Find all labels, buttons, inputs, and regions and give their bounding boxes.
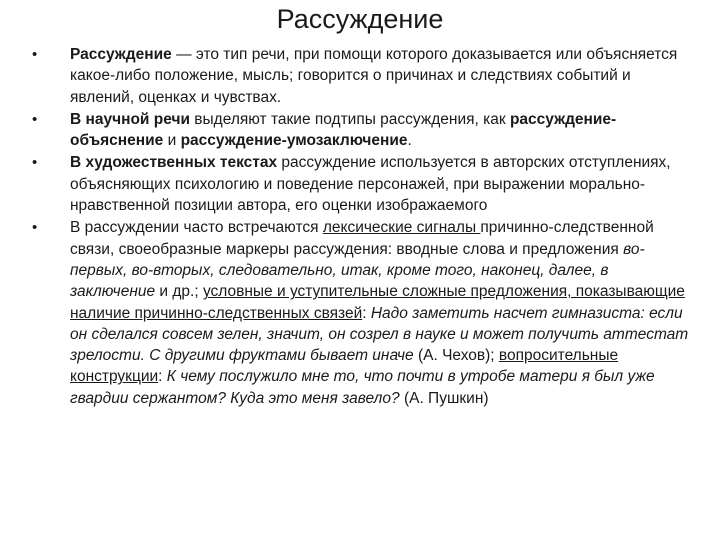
bullet-definition <box>28 44 690 108</box>
italic-quote-pushkin: К чему послужило мне то, что почти в утробе матери я был уже гвардии сержантом? Куда это меня завело? <box>70 368 655 407</box>
term-inference: рассуждение-умозаключение <box>180 132 408 150</box>
bullet-marker: • <box>32 219 38 237</box>
term-explanation: рассуждение-объяснение <box>70 110 617 150</box>
text-segment: : <box>362 304 371 322</box>
bullet-scientific-speech <box>28 109 690 152</box>
bullet-list <box>28 44 690 410</box>
text-segment: и <box>163 132 181 150</box>
bullet-marker: • <box>32 110 38 128</box>
term-artistic-texts: В художественных текстах <box>70 154 278 172</box>
underlined-term: лексические сигналы <box>322 219 481 237</box>
text-segment: . <box>407 132 412 150</box>
text-segment: : <box>158 368 167 386</box>
text-segment: рассуждение используется в авторских отступлениях, объясняющих психологию и поведение персонажей, при выражении морально-нравственной позиции автора, его оценки изображаемого <box>70 154 671 215</box>
term-scientific-speech: В научной речи <box>70 110 190 128</box>
text-segment: и др.; <box>155 283 203 301</box>
definition-text: — это тип речи, при помощи которого доказывается или объясняется какое-либо положение, мысль; говорится о причинах и следствиях событий и явлений, оценках и чувствах. <box>70 46 678 106</box>
text-segment: выделяют такие подтипы рассуждения, как <box>190 110 510 128</box>
underlined-term: условные и уступительные сложные предложения, показывающие наличие причинно-следственных связей <box>70 283 685 322</box>
text-segment: (А. Пушкин) <box>399 389 489 407</box>
bullet-marker: • <box>32 154 38 172</box>
text-segment: причинно-следственной связи, своеобразные маркеры рассуждения: вводные слова и предложения <box>70 219 654 258</box>
bullet-lexical-signals <box>28 217 690 409</box>
underlined-term: вопросительные конструкции <box>70 347 619 386</box>
text-segment: (А. Чехов); <box>413 347 499 365</box>
bullet-artistic-texts <box>28 152 690 216</box>
bullet-marker: • <box>32 46 38 63</box>
slide-title: Рассуждение <box>276 4 444 34</box>
italic-examples: во-первых, во-вторых, следовательно, итак, кроме того, наконец, далее, в заключение <box>70 240 645 301</box>
text-segment: В рассуждении часто встречаются <box>70 219 323 237</box>
italic-quote-chekhov: Надо заметить насчет гимназиста: если он сделался совсем зелен, значит, он созрел в науке и может получить аттестат зрелости. С другими фруктами бывает иначе <box>70 304 689 365</box>
term-reasoning: Рассуждение <box>70 46 172 63</box>
